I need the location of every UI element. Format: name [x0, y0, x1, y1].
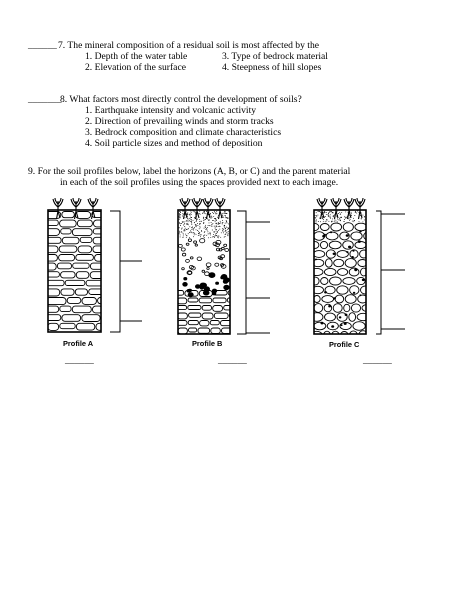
q8-answer-blank[interactable]: _______	[28, 94, 62, 105]
q7-option-4: 4. Steepness of hill slopes	[222, 62, 322, 73]
q8-prompt: 8. What factors most directly control the development of soils?	[60, 94, 302, 105]
q7-option-3: 3. Type of bedrock material	[222, 51, 328, 62]
profile-b-label: Profile B	[192, 339, 223, 348]
profile-c-illustration	[310, 198, 375, 339]
q8-option-2: 2. Direction of prevailing winds and storm tracks	[85, 116, 274, 127]
profile-c-label-bracket[interactable]	[376, 211, 405, 334]
profile-a-answer-blank[interactable]: ______	[65, 355, 94, 366]
q7-option-2: 2. Elevation of the surface	[85, 62, 186, 73]
q9-prompt-line1: 9. For the soil profiles below, label the horizons (A, B, or C) and the parent material	[28, 166, 351, 177]
q8-option-3: 3. Bedrock composition and climate characteristics	[85, 127, 282, 138]
q9-prompt-line2: in each of the soil profiles using the spaces provided next to each image.	[60, 177, 339, 188]
q8-option-1: 1. Earthquake intensity and volcanic activity	[85, 105, 257, 116]
profile-a-label-bracket[interactable]	[110, 211, 142, 332]
q8-option-4: 4. Soil particle sizes and method of deposition	[85, 138, 263, 149]
profile-c-label: Profile C	[329, 340, 360, 349]
q7-answer-blank[interactable]: ______	[28, 40, 57, 51]
profile-b-label-bracket[interactable]	[237, 211, 270, 334]
profile-b-illustration	[173, 198, 243, 334]
profile-a-label: Profile A	[63, 339, 94, 348]
q7-prompt: 7. The mineral composition of a residual soil is most affected by the	[58, 40, 320, 51]
q7-option-1: 1. Depth of the water table	[85, 51, 188, 62]
profile-c-answer-blank[interactable]: ______	[363, 355, 392, 366]
profile-b-answer-blank[interactable]: ______	[218, 355, 247, 366]
profile-a-illustration	[43, 198, 118, 339]
